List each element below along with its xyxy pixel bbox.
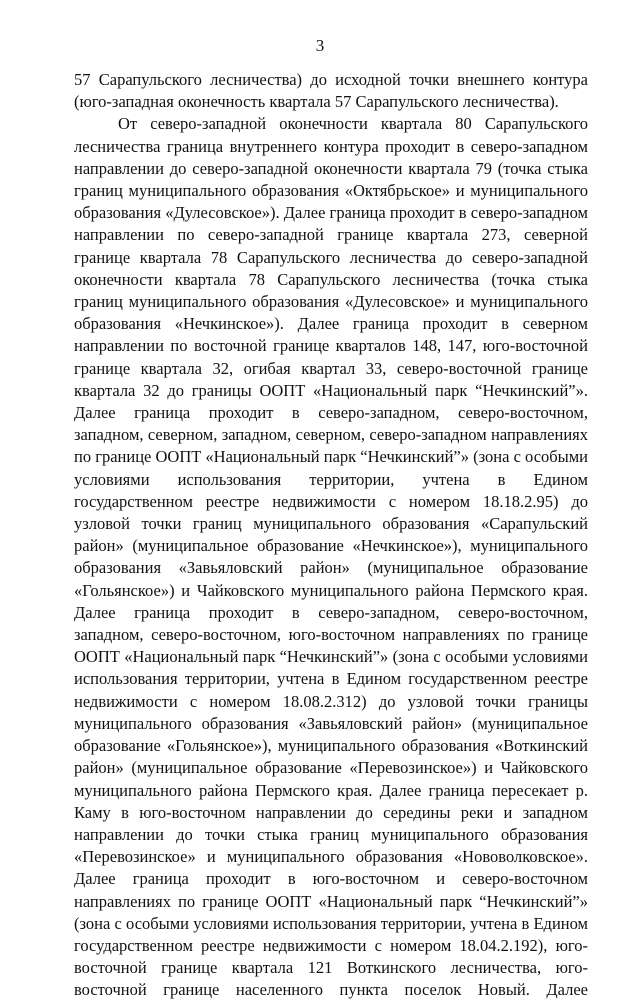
document-body <box>74 69 588 1002</box>
page-number: 3 <box>315 36 325 55</box>
paragraph-inner-contour: От северо-западной оконечности квартала 80 Сарапульского лесничества граница внутреннего контура проходит в северо-западном направлении до северо-западной оконечности квартала 79 (точка стыка границ муниципального образования «Октябрьское» и муниципального образования «Дулесовское»). Далее граница проходит в северо-западном направлении по северо-западной границе квартала 273, северной границе квартала 78 Сарапульского лесничества до северо-западной оконечности квартала 78 Сарапульского лесничества (точка стыка границ муниципального образования «Дулесовское» и муниципального образования «Нечкинское»). Далее граница проходит в северном направлении по восточной границе кварталов 148, 147, юго-восточной границе квартала 32, огибая квартал 33, северо-восточной границе квартала 32 до границы ООПТ «Национальный парк “Нечкинский”». Далее граница проходит в северо-западном, северо-восточном, западном, северном, западном, северном, северо-западном направлениях по границе ООПТ «Национальный парк “Нечкинский”» (зона с особыми условиями использования территории, учтена в Едином государственном реестре недвижимости с номером 18.18.2.95) до узловой точки границ муниципального образования «Сарапульский район» (муниципальное образование «Нечкинское»), муниципального образования «Завьяловский район» (муниципальное образование «Гольянское») и Чайковского муниципального района Пермского края. Далее граница проходит в северо-западном, северо-восточном, западном, северо-восточном, юго-восточном направлениях по границе ООПТ «Национальный парк “Нечкинский”» (зона с особыми условиями использования территории, учтена в Едином государственном реестре недвижимости с номером 18.08.2.312) до узловой точки границы муниципального образования «Завьяловский район» (муниципальное образование «Гольянское»), муниципального образования «Воткинский район» (муниципальное образование «Перевозинское») и Чайковского муниципального района Пермского края. Далее граница пересекает р. Каму в юго-восточном направлении до середины реки и западном направлении до точки стыка границ муниципального образования «Перевозинское» и муниципального образования «Нововолковское». Далее граница проходит в юго-восточном и северо-восточном направлениях по границе ООПТ «Национальный парк “Нечкинский”» (зона с особыми условиями использования территории, учтена в Едином государственном реестре недвижимости с номером 18.04.2.192), юго-восточной границе квартала 121 Воткинского лесничества, юго-восточной границе населенного пункта поселок Новый. Далее <box>74 114 589 1000</box>
paragraph-continuation: 57 Сарапульского лесничества) до исходной точки внешнего контура (юго-западная оконечность квартала 57 Сарапульского лесничества). <box>74 70 588 112</box>
